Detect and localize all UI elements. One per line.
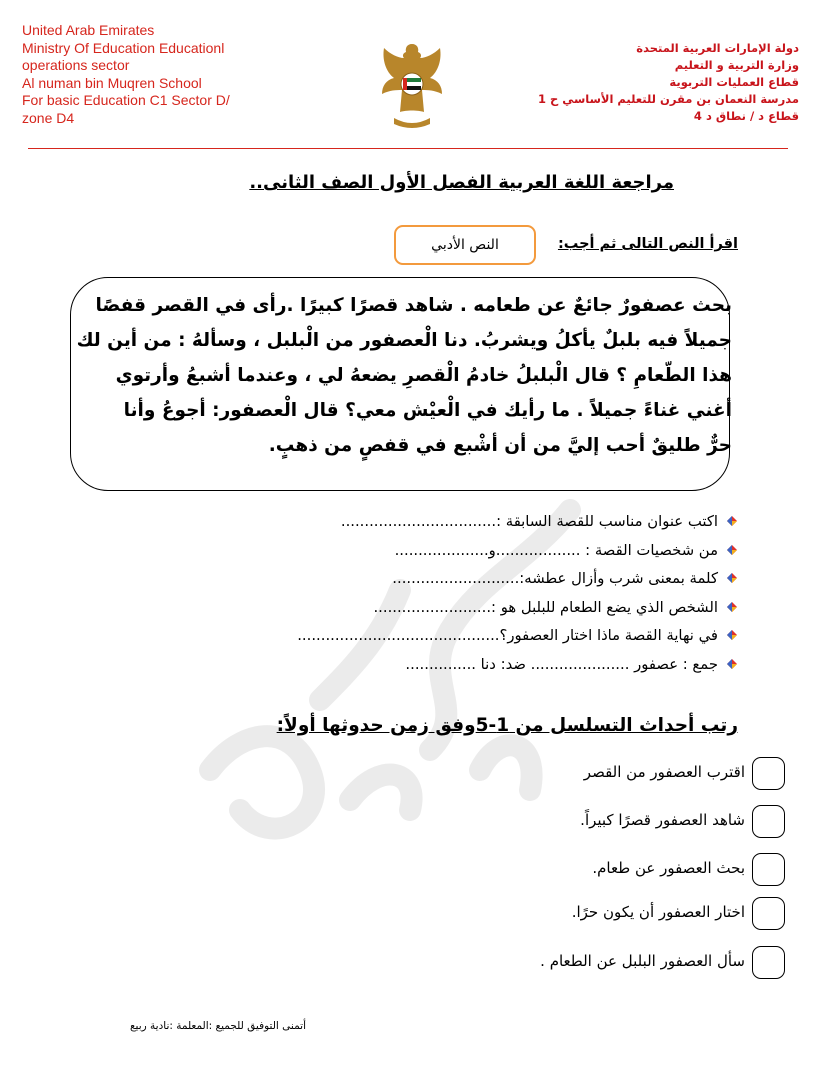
sequence-text: اقترب العصفور من القصر <box>583 763 745 781</box>
passage-line: هذا الطّعامِ ؟ قال الْبلبلُ خادمُ الْقصرِ يضعهُ لي ، وعندما أشبعُ وأرتوي <box>115 365 732 386</box>
passage-line: حرٌّ طليقٌ أحب إليَّ من أن أشْبع في قفصٍ من ذهبٍ. <box>268 435 732 456</box>
sequence-item <box>285 757 785 793</box>
header-arabic-line: قطاع العمليات التربوية <box>669 75 799 89</box>
bullet-icon <box>727 595 738 606</box>
question-text: الشخص الذي يضع الطعام للبلبل هو :......................... <box>373 598 718 616</box>
header-english-line: operations sector <box>22 57 130 73</box>
text-type-label: النص الأدبي <box>394 225 536 265</box>
bullet-icon <box>727 652 738 663</box>
header-english-line: Al numan bin Muqren School <box>22 74 202 91</box>
sequence-item <box>285 853 785 889</box>
question-item[interactable] <box>118 651 738 680</box>
teacher-signature-note: أتمنى التوفيق للجميع :المعلمة :نادية ربيع <box>129 1020 306 1032</box>
question-item[interactable] <box>118 565 738 594</box>
header-english-line: For basic Education C1 Sector D/ <box>22 92 230 108</box>
order-box[interactable] <box>752 757 785 790</box>
header-divider <box>28 148 788 149</box>
sequence-item <box>285 805 785 841</box>
question-text: جمع : عصفور ..................... ضد: دنا ............... <box>405 655 718 673</box>
question-item[interactable] <box>118 594 738 623</box>
header-arabic-line: دولة الإمارات العربية المتحدة <box>636 41 799 55</box>
uae-emblem-icon <box>376 38 448 132</box>
header-english-line: Ministry Of Education Educationl <box>22 39 225 56</box>
header-english <box>22 22 272 127</box>
question-text: في نهاية القصة ماذا اختار العصفور؟........................................... <box>297 627 718 645</box>
question-text: من شخصيات القصة : ..................و.................... <box>394 541 718 559</box>
order-box[interactable] <box>752 805 785 838</box>
bullet-icon <box>727 623 738 634</box>
passage-line: جميلاً فيه بلبلٌ يأكلُ ويشربُ. دنا الْعصفور من الْبلبل ، وسألهُ : من أين لك <box>76 330 732 351</box>
bullet-icon <box>727 509 738 520</box>
bullet-icon <box>727 566 738 577</box>
passage-line: أغني غناءً جميلاً . ما رأيك في الْعيْش معي؟ قال الْعصفور: أجوعُ وأنا <box>123 400 732 421</box>
sequence-text: سأل العصفور البلبل عن الطعام . <box>540 952 745 970</box>
sequence-title: رتب أحداث التسلسل من 1-5وفق زمن حدوثها أولاً: <box>276 715 738 736</box>
sequence-text: بحث العصفور عن طعام. <box>592 859 745 877</box>
header-english-line: United Arab Emirates <box>22 22 155 38</box>
header-arabic-line: قطاع د / نطاق د 4 <box>693 109 799 123</box>
passage-line: بحث عصفورٌ جائعٌ عن طعامه . شاهد قصرًا كبيرًا .رأى في القصر قفصًا <box>95 295 732 316</box>
sequence-text: اختار العصفور أن يكون حرًا. <box>571 903 745 921</box>
order-box[interactable] <box>752 946 785 979</box>
question-text: كلمة بمعنى شرب وأزال عطشه:........................... <box>392 570 718 588</box>
sequence-item <box>285 946 785 982</box>
header-arabic-line: مدرسة النعمان بن مقرن للتعليم الأساسي ح 1 <box>538 92 799 106</box>
question-list <box>118 508 738 680</box>
sequence-item <box>285 897 785 933</box>
question-text: اكتب عنوان مناسب للقصة السابقة :................................. <box>340 513 718 530</box>
reading-passage <box>76 288 732 463</box>
header-english-line: zone D4 <box>22 109 75 126</box>
question-item[interactable] <box>118 622 738 651</box>
bullet-icon <box>727 538 738 549</box>
reading-instruction: اقرأ النص التالى ثم أجب: <box>557 236 738 252</box>
header-arabic <box>538 40 799 125</box>
question-item[interactable] <box>118 508 738 537</box>
sequence-text: شاهد العصفور قصرًا كبيراً. <box>580 811 745 829</box>
header-arabic-line: وزارة التربية و التعليم <box>674 58 799 72</box>
question-item[interactable] <box>118 537 738 566</box>
order-box[interactable] <box>752 853 785 886</box>
order-box[interactable] <box>752 897 785 930</box>
page-title: مراجعة اللغة العربية الفصل الأول الصف الثانى.. <box>249 172 674 193</box>
